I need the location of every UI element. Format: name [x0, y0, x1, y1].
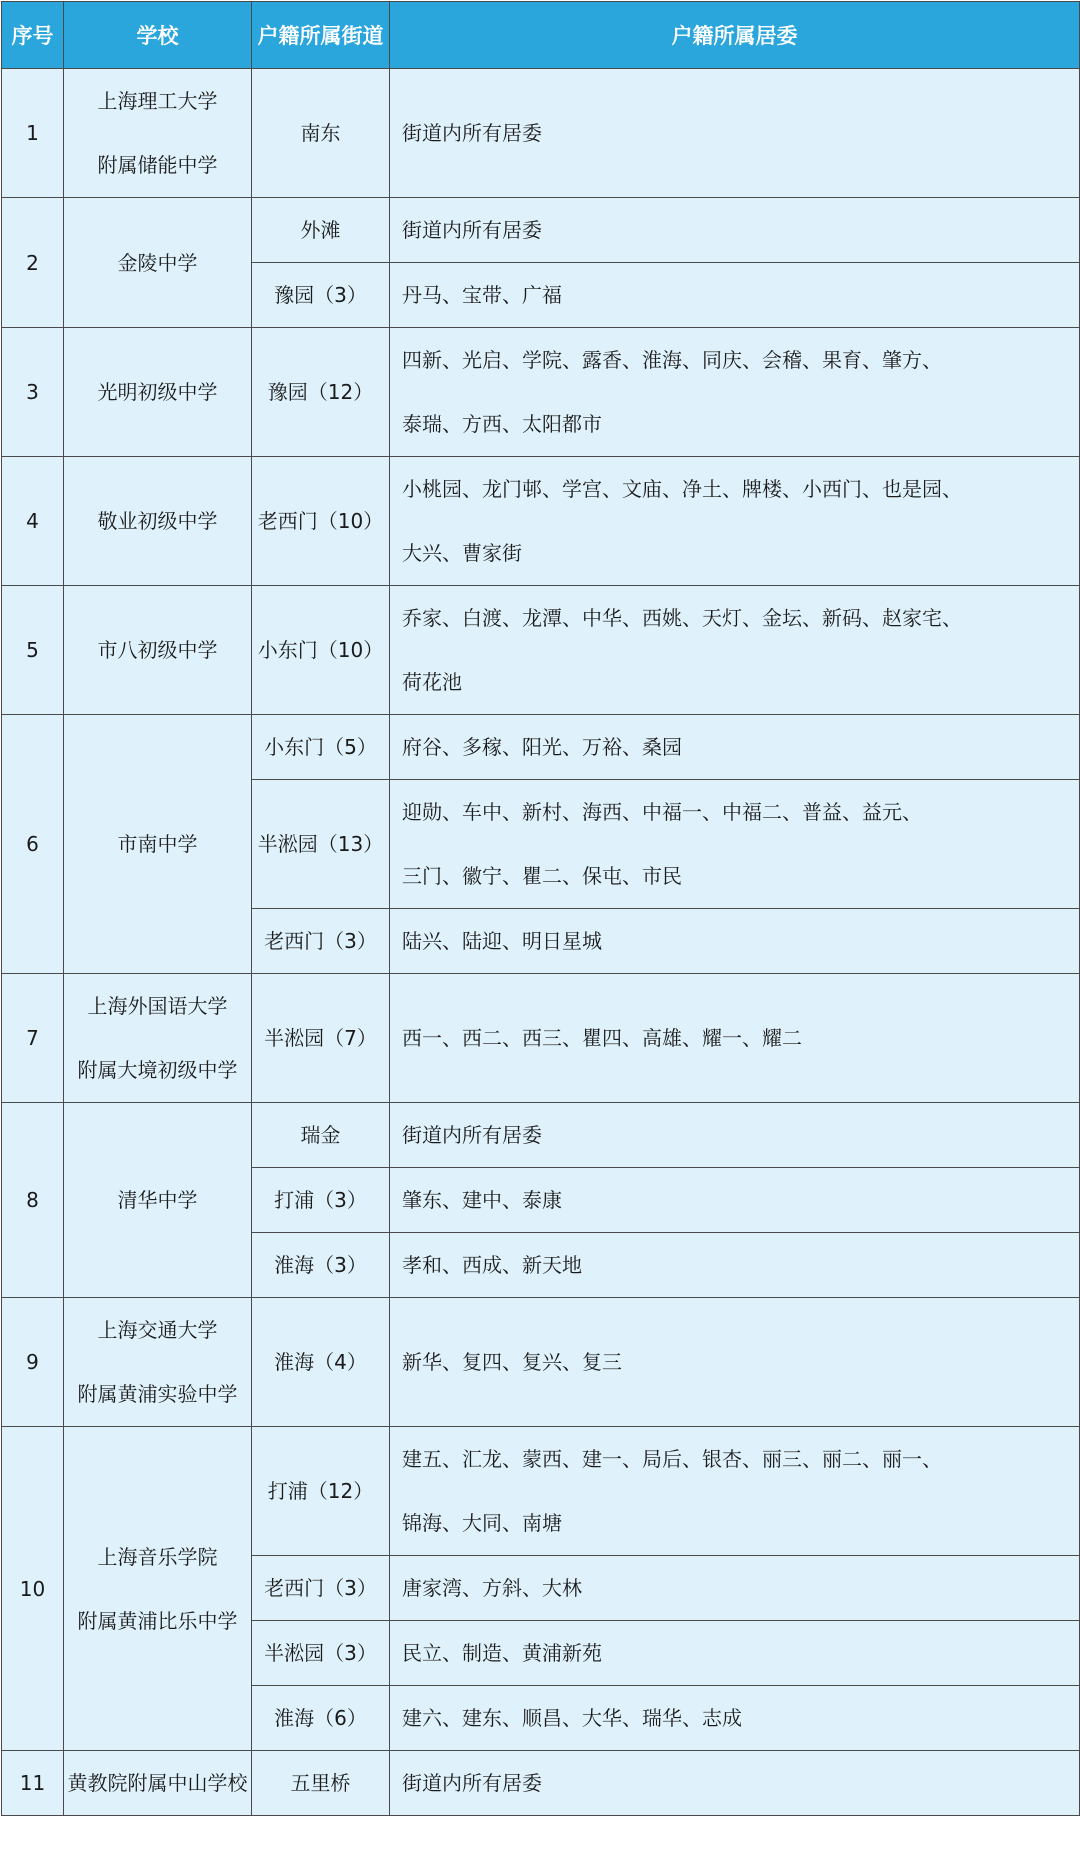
row-index: 3: [2, 328, 64, 457]
row-index: 9: [2, 1298, 64, 1427]
school-name: [64, 1751, 252, 1816]
committee-line: 小桃园、龙门邨、学宫、文庙、净土、牌楼、小西门、也是园、: [402, 477, 962, 501]
committee-line: 荷花池: [402, 670, 462, 694]
street-name: 小东门（10）: [252, 586, 390, 715]
header-row: [2, 2, 1080, 69]
committee-list: [390, 1168, 1080, 1233]
street-name: 打浦（12）: [252, 1427, 390, 1556]
school-district-table: [1, 1, 1080, 1816]
committee-list: [390, 457, 1080, 586]
street-name: 五里桥: [252, 1751, 390, 1816]
school-name-line: 上海交通大学: [97, 1318, 218, 1342]
street-name: 老西门（3）: [252, 909, 390, 974]
committee-line: 街道内所有居委: [402, 1123, 542, 1147]
committee-list: [390, 715, 1080, 780]
committee-list: [390, 198, 1080, 263]
table-row: [2, 1103, 1080, 1168]
committee-line: 大兴、曹家街: [402, 541, 522, 565]
committee-line: 建六、建东、顺昌、大华、瑞华、志成: [402, 1706, 742, 1730]
committee-line: 唐家湾、方斜、大林: [402, 1576, 582, 1600]
street-name: 半淞园（3）: [252, 1621, 390, 1686]
table-row: [2, 715, 1080, 780]
school-name: [64, 1298, 252, 1427]
table-row: [2, 328, 1080, 457]
committee-line: 西一、西二、西三、瞿四、高雄、耀一、耀二: [402, 1026, 802, 1050]
table-body: [2, 69, 1080, 1816]
table-row: [2, 69, 1080, 198]
school-name: [64, 974, 252, 1103]
table-row: [2, 1751, 1080, 1816]
committee-list: [390, 780, 1080, 909]
committee-list: [390, 328, 1080, 457]
row-index: 2: [2, 198, 64, 328]
school-name-line: 清华中学: [117, 1188, 198, 1212]
row-index: 11: [2, 1751, 64, 1816]
committee-line: 肇东、建中、泰康: [402, 1188, 562, 1212]
school-name: [64, 586, 252, 715]
committee-line: 丹马、宝带、广福: [402, 283, 562, 307]
committee-list: [390, 1621, 1080, 1686]
street-name: 淮海（4）: [252, 1298, 390, 1427]
school-name: [64, 457, 252, 586]
school-name-line: 上海外国语大学: [87, 994, 228, 1018]
street-name: 半淞园（7）: [252, 974, 390, 1103]
school-name-line: 附属储能中学: [97, 153, 218, 177]
street-name: 豫园（3）: [252, 263, 390, 328]
committee-line: 四新、光启、学院、露香、淮海、同庆、会稽、果育、肇方、: [402, 348, 942, 372]
street-name: 淮海（3）: [252, 1233, 390, 1298]
committee-line: 锦海、大同、南塘: [402, 1511, 562, 1535]
header-committee: 户籍所属居委: [390, 2, 1080, 69]
committee-line: 府谷、多稼、阳光、万裕、桑园: [402, 735, 682, 759]
street-name: 瑞金: [252, 1103, 390, 1168]
row-index: 1: [2, 69, 64, 198]
school-name-line: 上海音乐学院: [97, 1544, 218, 1569]
committee-list: [390, 1233, 1080, 1298]
committee-line: 迎勋、车中、新村、海西、中福一、中福二、普益、益元、: [402, 800, 922, 824]
committee-line: 街道内所有居委: [402, 218, 542, 242]
committee-line: 泰瑞、方西、太阳都市: [402, 412, 602, 436]
committee-line: 民立、制造、黄浦新苑: [402, 1641, 602, 1665]
committee-list: [390, 69, 1080, 198]
row-index: 7: [2, 974, 64, 1103]
committee-line: 乔家、白渡、龙潭、中华、西姚、天灯、金坛、新码、赵家宅、: [402, 606, 962, 630]
committee-list: [390, 1103, 1080, 1168]
row-index: 6: [2, 715, 64, 974]
street-name: 半淞园（13）: [252, 780, 390, 909]
table-row: [2, 1427, 1080, 1556]
row-index: 10: [2, 1427, 64, 1751]
street-name: 老西门（3）: [252, 1556, 390, 1621]
table-row: [2, 586, 1080, 715]
school-name: [64, 715, 252, 974]
committee-list: [390, 1556, 1080, 1621]
school-name-line: 光明初级中学: [97, 380, 218, 404]
committee-list: [390, 909, 1080, 974]
row-index: 8: [2, 1103, 64, 1298]
row-index: 4: [2, 457, 64, 586]
school-name-line: 附属大境初级中学: [77, 1058, 238, 1082]
school-name: [64, 1103, 252, 1298]
committee-list: [390, 1427, 1080, 1556]
header-street: 户籍所属街道: [252, 2, 390, 69]
street-name: 南东: [252, 69, 390, 198]
school-name-line: 附属黄浦实验中学: [77, 1382, 238, 1406]
committee-list: [390, 1298, 1080, 1427]
committee-list: [390, 974, 1080, 1103]
street-name: 外滩: [252, 198, 390, 263]
table-row: [2, 1298, 1080, 1427]
school-name-line: 市南中学: [117, 832, 198, 856]
school-name: [64, 69, 252, 198]
street-name: 老西门（10）: [252, 457, 390, 586]
school-name: [64, 328, 252, 457]
school-name: [64, 198, 252, 328]
committee-list: [390, 263, 1080, 328]
committee-list: [390, 1751, 1080, 1816]
school-name-line: 黄教院附属中山学校: [67, 1771, 248, 1795]
header-index: 序号: [2, 2, 64, 69]
school-name-line: 市八初级中学: [97, 638, 218, 662]
school-name-line: 金陵中学: [117, 250, 198, 275]
row-index: 5: [2, 586, 64, 715]
committee-line: 建五、汇龙、蒙西、建一、局后、银杏、丽三、丽二、丽一、: [402, 1447, 942, 1471]
street-name: 打浦（3）: [252, 1168, 390, 1233]
header-school: 学校: [64, 2, 252, 69]
table-row: [2, 198, 1080, 263]
school-name: [64, 1427, 252, 1751]
street-name: 豫园（12）: [252, 328, 390, 457]
committee-line: 街道内所有居委: [402, 1771, 542, 1795]
committee-list: [390, 1686, 1080, 1751]
street-name: 小东门（5）: [252, 715, 390, 780]
table-row: [2, 457, 1080, 586]
committee-line: 新华、复四、复兴、复三: [402, 1350, 622, 1374]
committee-line: 街道内所有居委: [402, 121, 542, 145]
committee-list: [390, 586, 1080, 715]
committee-line: 三门、徽宁、瞿二、保屯、市民: [402, 864, 682, 888]
committee-line: 陆兴、陆迎、明日星城: [402, 929, 602, 953]
committee-line: 孝和、西成、新天地: [402, 1253, 582, 1277]
street-name: 淮海（6）: [252, 1686, 390, 1751]
table-row: [2, 974, 1080, 1103]
school-name-line: 附属黄浦比乐中学: [77, 1608, 238, 1633]
school-name-line: 敬业初级中学: [97, 509, 218, 533]
school-name-line: 上海理工大学: [97, 89, 218, 113]
